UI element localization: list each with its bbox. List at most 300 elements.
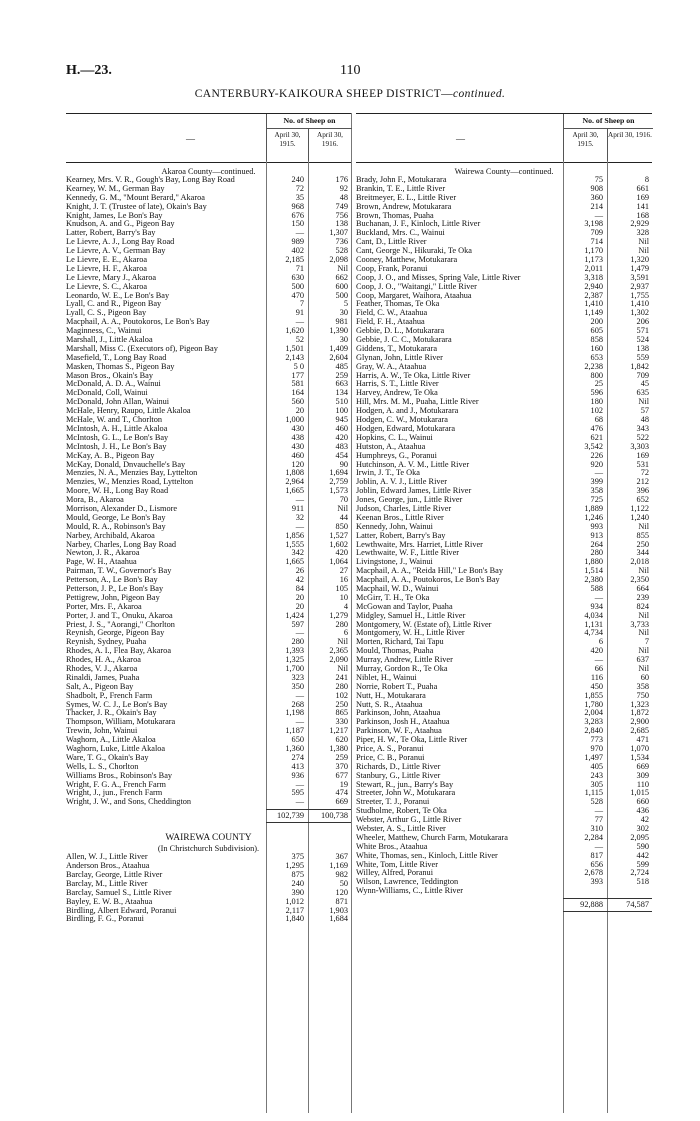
- table-row: [66, 745, 351, 754]
- sheep-1915: 2,678: [584, 868, 603, 878]
- table-row: [356, 772, 652, 781]
- sheep-1916: Nil: [638, 646, 649, 656]
- owner-name: Masefield, T., Long Bay Road: [66, 353, 167, 362]
- owner-name: Hodgen, A. and J., Motukarara: [356, 407, 459, 416]
- sheep-1915: 1,501: [285, 343, 304, 353]
- owner-name: Buchanan, J. F., Kinloch, Little River: [356, 220, 481, 229]
- sheep-1916: 3,733: [630, 619, 649, 629]
- table-row: [356, 220, 652, 229]
- sheep-1915: 68: [594, 415, 603, 425]
- table-row: [66, 736, 351, 745]
- sheep-1915: 1,780: [584, 699, 603, 709]
- owner-name: Kennedy, G. M., "Mount Berard," Akaroa: [66, 193, 205, 202]
- sheep-1916: 2,937: [630, 281, 649, 291]
- owner-name: Macphail, W. D., Wainui: [356, 584, 439, 593]
- owner-name: Judson, Charles, Little River: [356, 504, 452, 513]
- sheep-count-group-header: No. of Sheep on: [563, 114, 653, 129]
- owner-name: Macphail, A. A., Poutokoros, Le Bon's Bay: [356, 576, 500, 585]
- owner-name: Lyall, C. and R., Pigeon Bay: [66, 300, 162, 309]
- owner-name: McDonald, Coll, Wainui: [66, 389, 148, 398]
- sheep-1915: 970: [590, 744, 603, 753]
- sheep-1915: 71: [295, 263, 304, 273]
- owner-name: Nutt, S. R., Ataahua: [356, 700, 423, 709]
- table-row: [356, 638, 652, 647]
- sheep-1915: 160: [590, 343, 603, 353]
- table-row: [66, 487, 351, 496]
- sheep-1916: 176: [335, 175, 348, 184]
- owner-name: Le Lievre, H. F., Akaroa: [66, 264, 147, 273]
- owner-name: McGowan and Taylor, Puaha: [356, 602, 453, 611]
- sheep-1916: 559: [636, 352, 649, 362]
- owner-name: Harris, S. T., Little River: [356, 380, 439, 389]
- table-row: [356, 852, 652, 861]
- sheep-1916: 420: [335, 548, 348, 558]
- owner-name: Knudson, A. and G., Pigeon Bay: [66, 220, 175, 229]
- table-row: [66, 701, 351, 710]
- owner-name: Parkinson, John, Ataahua: [356, 709, 441, 718]
- sheep-1916: 660: [636, 797, 649, 807]
- sheep-1915: 656: [590, 859, 603, 869]
- table-row: [66, 283, 351, 292]
- right-column: [356, 113, 652, 1113]
- table-row: [66, 309, 351, 318]
- sheep-1916: 662: [335, 272, 348, 282]
- owner-name: Morten, Richard, Tai Tapu: [356, 638, 444, 647]
- sheep-1915: 430: [291, 423, 304, 433]
- sheep-1915: 1,187: [285, 726, 304, 736]
- sheep-1916: 16: [339, 575, 348, 585]
- table-row: [356, 692, 652, 701]
- sheep-1916: 1,015: [630, 788, 649, 798]
- sheep-1915: 908: [590, 183, 603, 193]
- table-row: [356, 683, 652, 692]
- owner-name: Rhodes, H. A., Akaroa: [66, 656, 141, 665]
- sheep-1916: 709: [636, 370, 649, 380]
- sheep-1915: —: [295, 317, 304, 327]
- table-row: [66, 709, 351, 718]
- sheep-1915: 264: [590, 539, 603, 549]
- sheep-1915: 375: [291, 852, 304, 862]
- sheep-1915: 399: [590, 477, 603, 487]
- sheep-1915: 390: [291, 887, 304, 897]
- sheep-1916: 436: [636, 806, 649, 816]
- sheep-1915: 91: [295, 308, 304, 318]
- owner-name: McKay, A. B., Pigeon Bay: [66, 451, 155, 460]
- county-heading: WAIREWA COUNTY: [165, 833, 252, 844]
- sheep-1915: 1,325: [285, 655, 304, 665]
- table-row: [66, 612, 351, 621]
- table-row: [66, 772, 351, 781]
- sheep-1915: 817: [590, 850, 603, 860]
- table-row: [356, 585, 652, 594]
- table-row: [66, 514, 351, 523]
- sheep-1916: 1,380: [329, 744, 348, 753]
- sheep-1916: 4: [343, 601, 348, 611]
- sheep-1915: 25: [594, 379, 603, 389]
- sheep-1916: 1,122: [630, 503, 649, 513]
- owner-name: Menzies, N. A., Menzies Bay, Lyttelton: [66, 469, 198, 478]
- left-table-header: [66, 113, 351, 163]
- sheep-1915: 116: [590, 672, 603, 682]
- sheep-1916: 48: [640, 415, 649, 425]
- table-row: [356, 380, 652, 389]
- sheep-1916: 871: [335, 896, 348, 906]
- table-row: [66, 425, 351, 434]
- owner-name: Le Lievre, S. C., Akaroa: [66, 282, 148, 291]
- sheep-1915: 2,964: [285, 477, 304, 487]
- owner-name: Piper, H. W., Te Oka, Little River: [356, 736, 468, 745]
- table-row: [66, 194, 351, 203]
- sheep-1915: 150: [291, 219, 304, 229]
- sheep-1916: 2,365: [329, 646, 348, 656]
- owner-name: Rhodes, A. I., Flea Bay, Akaroa: [66, 647, 171, 656]
- owner-name: Lyall, C. S., Pigeon Bay: [66, 309, 147, 318]
- sheep-1915: 1,012: [285, 896, 304, 906]
- owner-name: Rinaldi, James, Puaha: [66, 673, 140, 682]
- owner-name: Harris, A. W., Te Oka, Little River: [356, 371, 471, 380]
- sheep-1916: 635: [636, 388, 649, 398]
- page-title-main: CANTERBURY-KAIKOURA SHEEP DISTRICT—: [194, 88, 454, 100]
- sheep-1916: 454: [335, 450, 348, 460]
- col-1915-header: April 30, 1915.: [266, 128, 308, 162]
- sheep-1915: 920: [590, 459, 603, 469]
- table-row: [356, 336, 652, 345]
- table-row: [356, 665, 652, 674]
- sheep-1916: 474: [335, 788, 348, 798]
- sheep-1916: 855: [636, 530, 649, 540]
- sheep-1915: 470: [291, 290, 304, 300]
- table-row: [356, 434, 652, 443]
- table-row: [66, 354, 351, 363]
- table-row: [356, 425, 652, 434]
- owner-name: Livingstone, J., Wainui: [356, 558, 433, 567]
- sheep-1916: 1,410: [630, 299, 649, 309]
- sheep-1915: 405: [590, 761, 603, 771]
- sheep-1916: Nil: [638, 610, 649, 620]
- table-row: [66, 638, 351, 647]
- sheep-1916: Nil: [638, 521, 649, 531]
- sheep-1916: 100: [335, 406, 348, 416]
- sheep-1916: 531: [636, 459, 649, 469]
- owner-name: Field, C. W., Ataahua: [356, 309, 428, 318]
- owner-name: Barclay, Samuel S., Little River: [66, 888, 172, 897]
- sheep-1915: 2,011: [584, 263, 603, 273]
- owner-name: Studholme, Robert, Te Oka: [356, 807, 447, 816]
- sheep-1915: 1,855: [584, 690, 603, 700]
- table-row: [66, 443, 351, 452]
- table-row: [66, 274, 351, 283]
- table-row: [66, 763, 351, 772]
- sheep-1915: 77: [594, 815, 603, 825]
- table-row: [356, 487, 652, 496]
- sheep-1915: 1,856: [285, 530, 304, 540]
- table-row: [356, 256, 652, 265]
- sheep-1916: 90: [339, 459, 348, 469]
- table-row: [66, 558, 351, 567]
- owner-name: Montgomery, W. (Estate of), Little River: [356, 620, 492, 629]
- owner-name: Niblet, H., Wainui: [356, 673, 417, 682]
- table-row: [356, 567, 652, 576]
- sheep-1915: 1,497: [584, 752, 603, 762]
- owner-name: Thacker, J. R., Okain's Bay: [66, 709, 157, 718]
- table-row: [66, 407, 351, 416]
- owner-name: Cooney, Matthew, Motukarara: [356, 256, 458, 265]
- owner-name: White, Thomas, sen., Kinloch, Little River: [356, 851, 498, 860]
- sheep-1915: 913: [590, 530, 603, 540]
- sheep-1915: 280: [590, 548, 603, 558]
- name-column-header: —: [186, 134, 195, 144]
- sheep-1916: 19: [339, 779, 348, 789]
- owner-name: Barclay, George, Little River: [66, 871, 163, 880]
- sheep-1916: 44: [339, 512, 348, 522]
- table-row: [356, 603, 652, 612]
- sheep-1916: 1,527: [329, 530, 348, 540]
- sheep-1915: 1,665: [285, 557, 304, 567]
- sheep-1915: 5 0: [293, 361, 304, 371]
- left-column: [66, 113, 352, 1113]
- table-row: [356, 398, 652, 407]
- owner-name: Masken, Thomas S., Pigeon Bay: [66, 362, 175, 371]
- sheep-1916: 1,070: [630, 744, 649, 753]
- table-row: [66, 754, 351, 763]
- sheep-1915: 420: [590, 646, 603, 656]
- owner-name: Jones, George, jun., Little River: [356, 496, 463, 505]
- sheep-1915: 934: [590, 601, 603, 611]
- owner-name: Murray, Andrew, Little River: [356, 656, 453, 665]
- owner-name: Maginness, C., Wainui: [66, 327, 142, 336]
- sheep-1916: 571: [636, 326, 649, 336]
- owner-name: Le Lievre, A. J., Long Bay Road: [66, 238, 175, 247]
- owner-name: Hopkins, C. L., Wainui: [356, 433, 433, 442]
- sheep-1916: 500: [335, 290, 348, 300]
- owner-name: Parkinson, W. F., Ataahua: [356, 727, 442, 736]
- owner-name: Joblin, Edward James, Little River: [356, 487, 472, 496]
- table-row: [66, 541, 351, 550]
- owner-name: Mason Bros., Okain's Bay: [66, 371, 153, 380]
- sheep-1915: 4,034: [584, 610, 603, 620]
- sheep-1916: Nil: [337, 503, 348, 513]
- sheep-1915: 393: [590, 877, 603, 887]
- owner-name: Irwin, J. T., Te Oka: [356, 469, 420, 478]
- sheep-1916: 664: [636, 583, 649, 593]
- table-row: [66, 880, 351, 889]
- sheep-1915: 1,393: [285, 646, 304, 656]
- sheep-1916: 169: [636, 450, 649, 460]
- sheep-1915: 581: [291, 379, 304, 389]
- owner-name: Richards, D., Little River: [356, 762, 441, 771]
- sheep-1916: 241: [335, 672, 348, 682]
- sheep-1916: 169: [636, 192, 649, 202]
- col-1916-header: April 30, 1916.: [607, 128, 652, 162]
- table-row: [66, 789, 351, 798]
- table-row: [66, 683, 351, 692]
- table-row: [356, 541, 652, 550]
- table-row: [66, 265, 351, 274]
- sheep-1916: 2,724: [630, 868, 649, 878]
- owner-name: Narbey, Archibald, Akaroa: [66, 531, 155, 540]
- owner-name: Keenan Bros., Little River: [356, 513, 444, 522]
- owner-name: Gebbie, J. C. C., Motukarara: [356, 336, 452, 345]
- owner-name: Streeter, T. J., Poranui: [356, 798, 430, 807]
- table-row: [66, 452, 351, 461]
- owner-name: Parkinson, Josh H., Ataahua: [356, 718, 450, 727]
- sheep-1916: 510: [335, 397, 348, 407]
- sheep-1916: 661: [636, 183, 649, 193]
- table-row: [356, 887, 652, 896]
- sheep-1916: 1,903: [329, 905, 348, 915]
- table-row: [356, 843, 652, 852]
- table-row: [356, 549, 652, 558]
- sheep-1915: 32: [295, 512, 304, 522]
- sheep-1916: 57: [640, 406, 649, 416]
- sheep-1915: 1,410: [584, 299, 603, 309]
- table-row: [66, 727, 351, 736]
- owner-name: Wright, J. W., and Sons, Cheddington: [66, 798, 192, 807]
- sheep-1916: 460: [335, 423, 348, 433]
- sheep-1916: 1,694: [329, 468, 348, 478]
- owner-name: Birdling, Albert Edward, Poranui: [66, 906, 177, 915]
- owner-name: Knight, James, Le Bon's Bay: [66, 211, 163, 220]
- sheep-1915: 676: [291, 210, 304, 220]
- table-row: [356, 461, 652, 470]
- sheep-1916: 1,842: [630, 361, 649, 371]
- table-row: [66, 898, 351, 907]
- sheep-1916: 2,759: [329, 477, 348, 487]
- owner-name: Montgomery, W. H., Little River: [356, 629, 465, 638]
- sheep-1916: 302: [636, 824, 649, 834]
- sheep-1916: Nil: [638, 628, 649, 638]
- sheep-1915: —: [594, 841, 603, 851]
- total-row: [563, 898, 652, 912]
- table-row: [356, 416, 652, 425]
- sheep-1916: 138: [636, 343, 649, 353]
- table-row: [356, 745, 652, 754]
- sheep-1915: —: [594, 210, 603, 220]
- owner-name: Mora, B., Akaroa: [66, 496, 124, 505]
- sheep-1915: 200: [590, 317, 603, 327]
- sheep-1915: 274: [291, 752, 304, 762]
- sheep-1915: 560: [291, 397, 304, 407]
- table-row: [66, 478, 351, 487]
- table-row: [66, 576, 351, 585]
- sheep-1916: 1,302: [630, 308, 649, 318]
- sheep-1915: —: [295, 521, 304, 531]
- sheep-1916: 367: [335, 852, 348, 862]
- table-row: [66, 176, 351, 185]
- sheep-1915: —: [295, 779, 304, 789]
- sheep-1916: 485: [335, 361, 348, 371]
- owner-name: Birdling, F. G., Poranui: [66, 915, 144, 924]
- table-row: [66, 389, 351, 398]
- owner-name: Le Lievre, A. V., German Bay: [66, 247, 166, 256]
- owner-name: McDonald, John Allan, Wainui: [66, 398, 170, 407]
- sheep-1916: 677: [335, 770, 348, 780]
- sheep-1916: 850: [335, 521, 348, 531]
- sheep-1915: 1,665: [285, 486, 304, 496]
- sheep-1916: 1,307: [329, 228, 348, 238]
- sheep-1916: 522: [636, 432, 649, 442]
- sheep-1916: 1,169: [329, 861, 348, 871]
- owner-name: Mould, George, Le Bon's Bay: [66, 513, 166, 522]
- owner-name: Nutt, H., Motukarara: [356, 691, 426, 700]
- sheep-1916: 652: [636, 495, 649, 505]
- owner-name: Cant, D., Little River: [356, 238, 427, 247]
- sheep-1915: 1,424: [285, 610, 304, 620]
- owner-name: Bayley, E. W. B., Ataahua: [66, 897, 153, 906]
- table-row: [356, 789, 652, 798]
- owner-name: Salt, A., Pigeon Bay: [66, 682, 134, 691]
- right-table-header: [356, 113, 652, 163]
- table-row: [356, 274, 652, 283]
- table-row: [66, 594, 351, 603]
- sheep-1916: 1,684: [329, 914, 348, 924]
- table-row: [356, 505, 652, 514]
- owner-name: Hutston, A., Ataahua: [356, 442, 426, 451]
- sheep-1916: 30: [339, 308, 348, 318]
- sheep-1915: 180: [590, 397, 603, 407]
- owner-name: Le Lievre, E. E., Akaroa: [66, 256, 148, 265]
- table-row: [66, 416, 351, 425]
- sheep-1916: 6: [343, 628, 348, 638]
- table-row: [66, 621, 351, 630]
- table-row: [356, 629, 652, 638]
- sheep-1916: 212: [636, 477, 649, 487]
- owner-name: White Bros., Ataahua: [356, 842, 428, 851]
- table-row: [356, 194, 652, 203]
- owner-name: Midgley, Samuel H., Little River: [356, 611, 466, 620]
- owner-name: Wright, J., jun., French Farm: [66, 789, 163, 798]
- owner-name: Feather, Thomas, Te Oka: [356, 300, 440, 309]
- sheep-1915: 725: [590, 495, 603, 505]
- table-row: [356, 754, 652, 763]
- owner-name: Marshall, Miss C. (Executors of), Pigeon Bay: [66, 344, 218, 353]
- owner-name: Lewthwaite, W. F., Little River: [356, 549, 460, 558]
- sheep-1916: 1,240: [630, 512, 649, 522]
- sheep-1916: Nil: [638, 246, 649, 256]
- left-rows: [66, 167, 351, 924]
- sheep-1915: 66: [594, 663, 603, 673]
- sheep-1916: Nil: [638, 397, 649, 407]
- owner-name: McIntosh, A. H., Little Akaloa: [66, 424, 168, 433]
- owner-name: Menzies, W., Menzies Road, Lyttelton: [66, 478, 194, 487]
- sheep-1916: 344: [636, 548, 649, 558]
- sheep-1915: 597: [291, 619, 304, 629]
- owner-name: Field, F. H., Ataahua: [356, 318, 425, 327]
- owner-name: Wright, F. G. A., French Farm: [66, 780, 166, 789]
- sheep-1916: 280: [335, 619, 348, 629]
- owner-name: Le Lievre, Mary J., Akaroa: [66, 273, 157, 282]
- table-row: [66, 629, 351, 638]
- sheep-1916: 259: [335, 752, 348, 762]
- owner-name: Price, A. S., Poranui: [356, 745, 424, 753]
- sheep-1915: 402: [291, 246, 304, 256]
- sheep-1916: 1,064: [329, 557, 348, 567]
- sheep-1916: 110: [636, 779, 649, 789]
- page-number: 110: [340, 63, 361, 78]
- owner-name: Leonardo, W. E., Le Bon's Bay: [66, 291, 170, 300]
- table-row: [356, 407, 652, 416]
- sheep-1916: 1,534: [630, 752, 649, 762]
- sheep-1916: 105: [335, 583, 348, 593]
- owner-name: Shadbolt, P., French Farm: [66, 691, 153, 700]
- table-row: [356, 807, 652, 816]
- owner-name: Kearney, W. M., German Bay: [66, 184, 165, 193]
- table-row: [356, 212, 652, 221]
- sheep-1916: 442: [636, 850, 649, 860]
- table-row: [66, 229, 351, 238]
- sheep-1916: 1,323: [630, 699, 649, 709]
- table-row: [66, 665, 351, 674]
